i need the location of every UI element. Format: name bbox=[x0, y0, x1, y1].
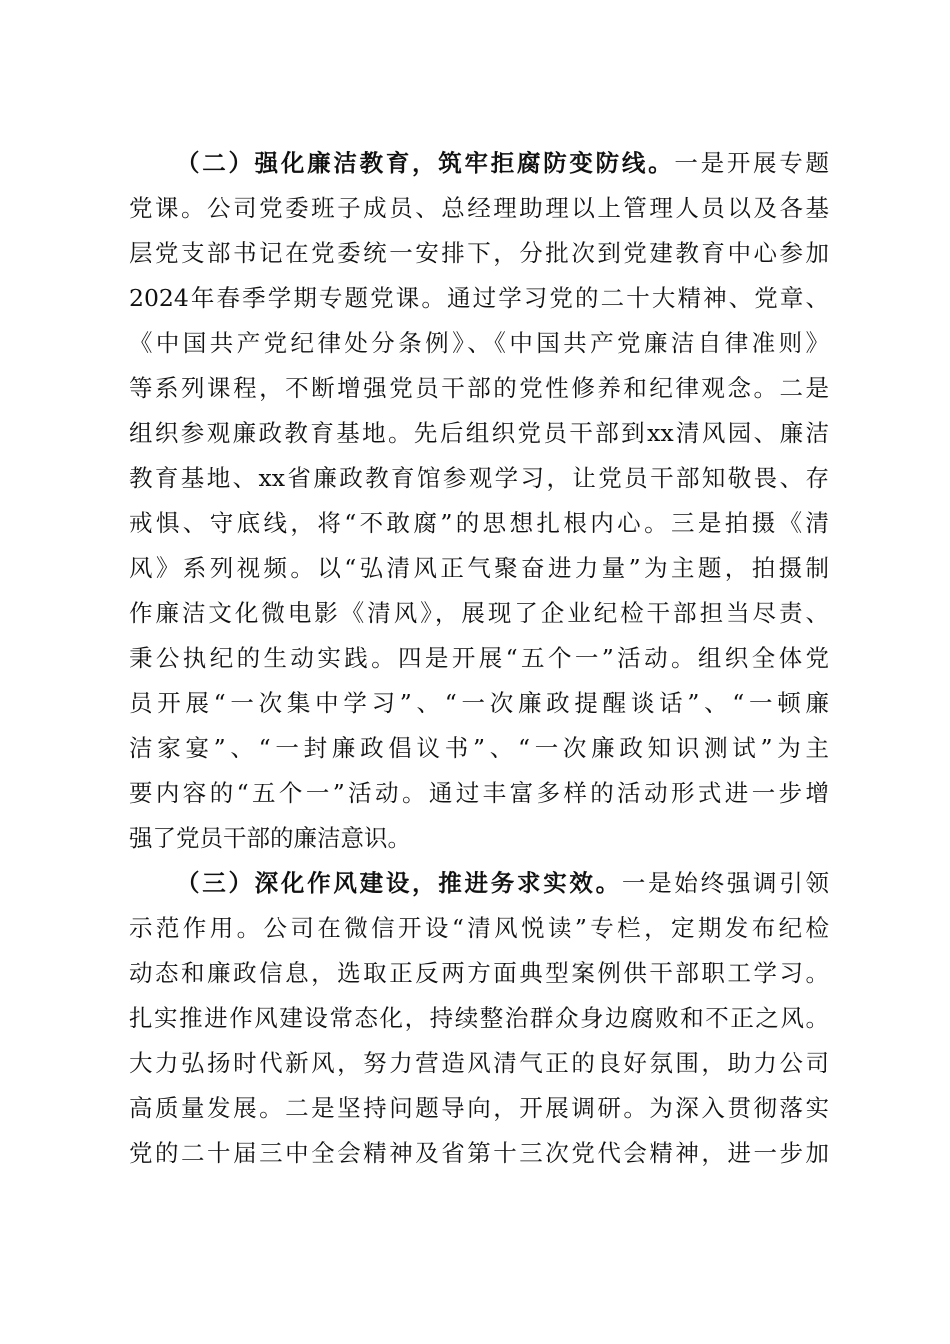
paragraph-line: 扎实推进作风建设常态化，持续整治群众身边腐败和不正之风。 bbox=[129, 1004, 829, 1032]
paragraph-line: 党课。公司党委班子成员、总经理助理以上管理人员以及各基 bbox=[129, 194, 829, 222]
paragraph-line: 员开展“一次集中学习”、“一次廉政提醒谈话”、“一顿廉 bbox=[129, 689, 829, 717]
paragraph-line bbox=[176, 143, 829, 183]
paragraph-line: 要内容的“五个一”活动。通过丰富多样的活动形式进一步增 bbox=[129, 779, 829, 807]
paragraph-line bbox=[176, 863, 829, 903]
section-heading: （二）强化廉洁教育，筑牢拒腐防变防线。 bbox=[176, 149, 675, 177]
paragraph-line: 强了党员干部的廉洁意识。 bbox=[129, 824, 411, 852]
paragraph-line: 党的二十届三中全会精神及省第十三次党代会精神，进一步加 bbox=[129, 1139, 829, 1167]
paragraph-line: 大力弘扬时代新风，努力营造风清气正的良好氛围，助力公司 bbox=[129, 1049, 829, 1077]
section-heading: （三）深化作风建设，推进务求实效。 bbox=[176, 869, 622, 897]
line-text: 一是开展专题 bbox=[674, 149, 830, 177]
paragraph-line: 层党支部书记在党委统一安排下，分批次到党建教育中心参加 bbox=[129, 239, 829, 267]
paragraph-line: 戒惧、守底线，将“不敢腐”的思想扎根内心。三是拍摄《清 bbox=[129, 509, 829, 537]
paragraph-line: 2024年春季学期专题党课。通过学习党的二十大精神、党章、 bbox=[129, 284, 829, 312]
paragraph-line: 洁家宴”、“一封廉政倡议书”、“一次廉政知识测试”为主 bbox=[129, 734, 829, 762]
paragraph-line: 作廉洁文化微电影《清风》，展现了企业纪检干部担当尽责、 bbox=[129, 599, 829, 627]
paragraph-line: 示范作用。公司在微信开设“清风悦读”专栏，定期发布纪检 bbox=[129, 914, 829, 942]
paragraph-line: 秉公执纪的生动实践。四是开展“五个一”活动。组织全体党 bbox=[129, 644, 829, 672]
paragraph-line: 《中国共产党纪律处分条例》、《中国共产党廉洁自律准则》 bbox=[129, 329, 829, 357]
paragraph-line: 教育基地、xx省廉政教育馆参观学习，让党员干部知敬畏、存 bbox=[129, 464, 829, 492]
paragraph-line: 等系列课程，不断增强党员干部的党性修养和纪律观念。二是 bbox=[129, 374, 829, 402]
paragraph-line: 动态和廉政信息，选取正反两方面典型案例供干部职工学习。 bbox=[129, 959, 829, 987]
paragraph-line: 组织参观廉政教育基地。先后组织党员干部到xx清风园、廉洁 bbox=[129, 419, 829, 447]
paragraph-line: 高质量发展。二是坚持问题导向，开展调研。为深入贯彻落实 bbox=[129, 1094, 829, 1122]
line-text: 一是始终强调引领 bbox=[621, 869, 830, 897]
paragraph-line: 风》系列视频。以“弘清风正气聚奋进力量”为主题，拍摄制 bbox=[129, 554, 829, 582]
